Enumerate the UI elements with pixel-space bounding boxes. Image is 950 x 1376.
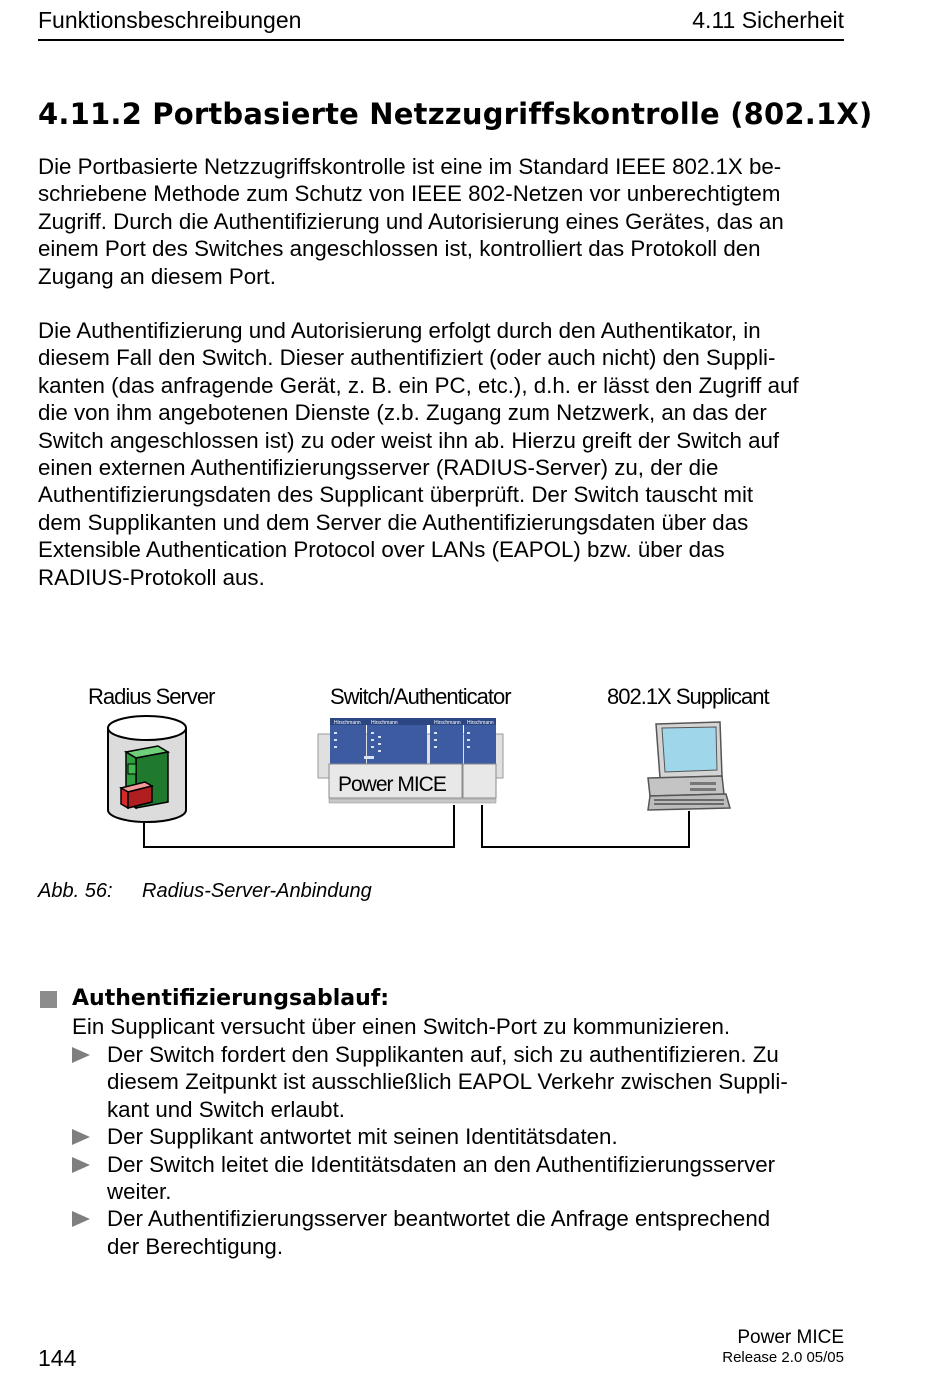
footer-product: Power MICE — [737, 1327, 844, 1348]
text-line: Der Switch fordert den Supplikanten auf, sich zu authentifizieren. Zu — [107, 1042, 779, 1067]
auth-section-intro: Ein Supplicant versucht über einen Switch-Port zu kommunizieren. — [72, 1014, 731, 1039]
text-line: Der Switch leitet die Identitätsdaten an den Authentifizierungsserver — [107, 1151, 776, 1177]
step-arrow-icon — [72, 1129, 90, 1145]
list-item — [72, 1123, 862, 1150]
switch-brand-text: Hirschmann — [371, 720, 398, 726]
switch-brand-text: Hirschmann — [434, 720, 461, 726]
switch-device-icon — [318, 718, 503, 803]
network-cables — [144, 805, 689, 847]
text-line: Die Authentifizierung und Autorisierung erfolgt durch den Authentikator, in — [38, 318, 761, 343]
label-radius-server: Radius Server — [88, 684, 215, 709]
text-line: die von ihm angebotenen Dienste (z.b. Zugang zum Netzwerk, an das der — [38, 400, 767, 426]
text-line: einen externen Authentifizierungsserver (RADIUS-Server) zu, der die — [38, 455, 719, 481]
section-heading: 4.11.2 Portbasierte Netzzugriffskontrolle (802.1X) — [38, 97, 873, 131]
desktop-computer-icon — [648, 722, 730, 810]
text-line: Extensible Authentication Protocol over LANs (EAPOL) bzw. über das — [38, 537, 725, 563]
header-section: 4.11 Sicherheit — [692, 7, 844, 33]
switch-brand-text: Hirschmann — [334, 720, 361, 726]
auth-section-title: Authentifizierungsablauf: — [72, 986, 390, 1011]
text-line: RADIUS-Protokoll aus. — [38, 564, 265, 590]
text-line: Die Portbasierte Netzzugriffskontrolle ist eine im Standard IEEE 802.1X be- — [38, 154, 782, 179]
network-diagram — [0, 670, 950, 870]
text-line: einem Port des Switches angeschlossen ist, kontrolliert das Protokoll den — [38, 236, 761, 262]
text-line: der Berechtigung. — [107, 1233, 284, 1259]
step-arrow-icon — [72, 1157, 90, 1173]
text-line: Zugriff. Durch die Authentifizierung und Autorisierung eines Gerätes, das an — [38, 208, 784, 234]
paragraph-authentication — [38, 317, 850, 591]
header-rule — [38, 39, 844, 41]
figure-number: Abb. 56: — [38, 880, 113, 902]
list-item — [72, 1041, 862, 1123]
list-item — [72, 1205, 862, 1260]
step-arrow-icon — [72, 1047, 90, 1063]
device-label: Power MICE — [338, 773, 446, 796]
file-cabinet-icon — [121, 746, 168, 808]
text-line: kanten (das anfragende Gerät, z. B. ein PC, etc.), d.h. er lässt den Zugriff auf — [38, 372, 799, 398]
text-line: Zugang an diesem Port. — [38, 263, 276, 289]
text-line: dem Supplikanten und dem Server die Authentifizierungsdaten über das — [38, 509, 749, 535]
text-line: diesem Zeitpunkt ist ausschließlich EAPOL Verkehr zwischen Suppli- — [107, 1069, 788, 1095]
switch-brand-text: Hirschmann — [467, 720, 494, 726]
section-bullet-icon — [40, 991, 57, 1008]
step-arrow-icon — [72, 1211, 90, 1227]
header-chapter: Funktionsbeschreibungen — [38, 7, 302, 33]
text-line: kant und Switch erlaubt. — [107, 1096, 345, 1122]
footer-release: Release 2.0 05/05 — [722, 1349, 844, 1366]
list-item — [72, 1151, 862, 1206]
figure-caption — [38, 878, 372, 904]
auth-steps-list — [72, 1041, 862, 1260]
page-number: 144 — [38, 1345, 77, 1371]
text-line: diesem Fall den Switch. Dieser authentifiziert (oder auch nicht) den Suppli- — [38, 345, 776, 371]
text-line: Authentifizierungsdaten des Supplicant überprüft. Der Switch tauscht mit — [38, 482, 754, 508]
text-line: weiter. — [107, 1179, 172, 1205]
text-line: Switch angeschlossen ist) zu oder weist ihn ab. Hierzu greift der Switch auf — [38, 427, 780, 453]
text-line: schriebene Methode zum Schutz von IEEE 802-Netzen vor unberechtigtem — [38, 181, 781, 207]
label-supplicant: 802.1X Supplicant — [607, 684, 769, 709]
label-switch-authenticator: Switch/Authenticator — [330, 684, 511, 709]
text-line: Der Supplikant antwortet mit seinen Identitätsdaten. — [107, 1124, 618, 1150]
paragraph-intro — [38, 153, 850, 290]
figure-title: Radius-Server-Anbindung — [142, 880, 372, 902]
text-line: Der Authentifizierungsserver beantwortet die Anfrage entsprechend — [107, 1206, 771, 1232]
